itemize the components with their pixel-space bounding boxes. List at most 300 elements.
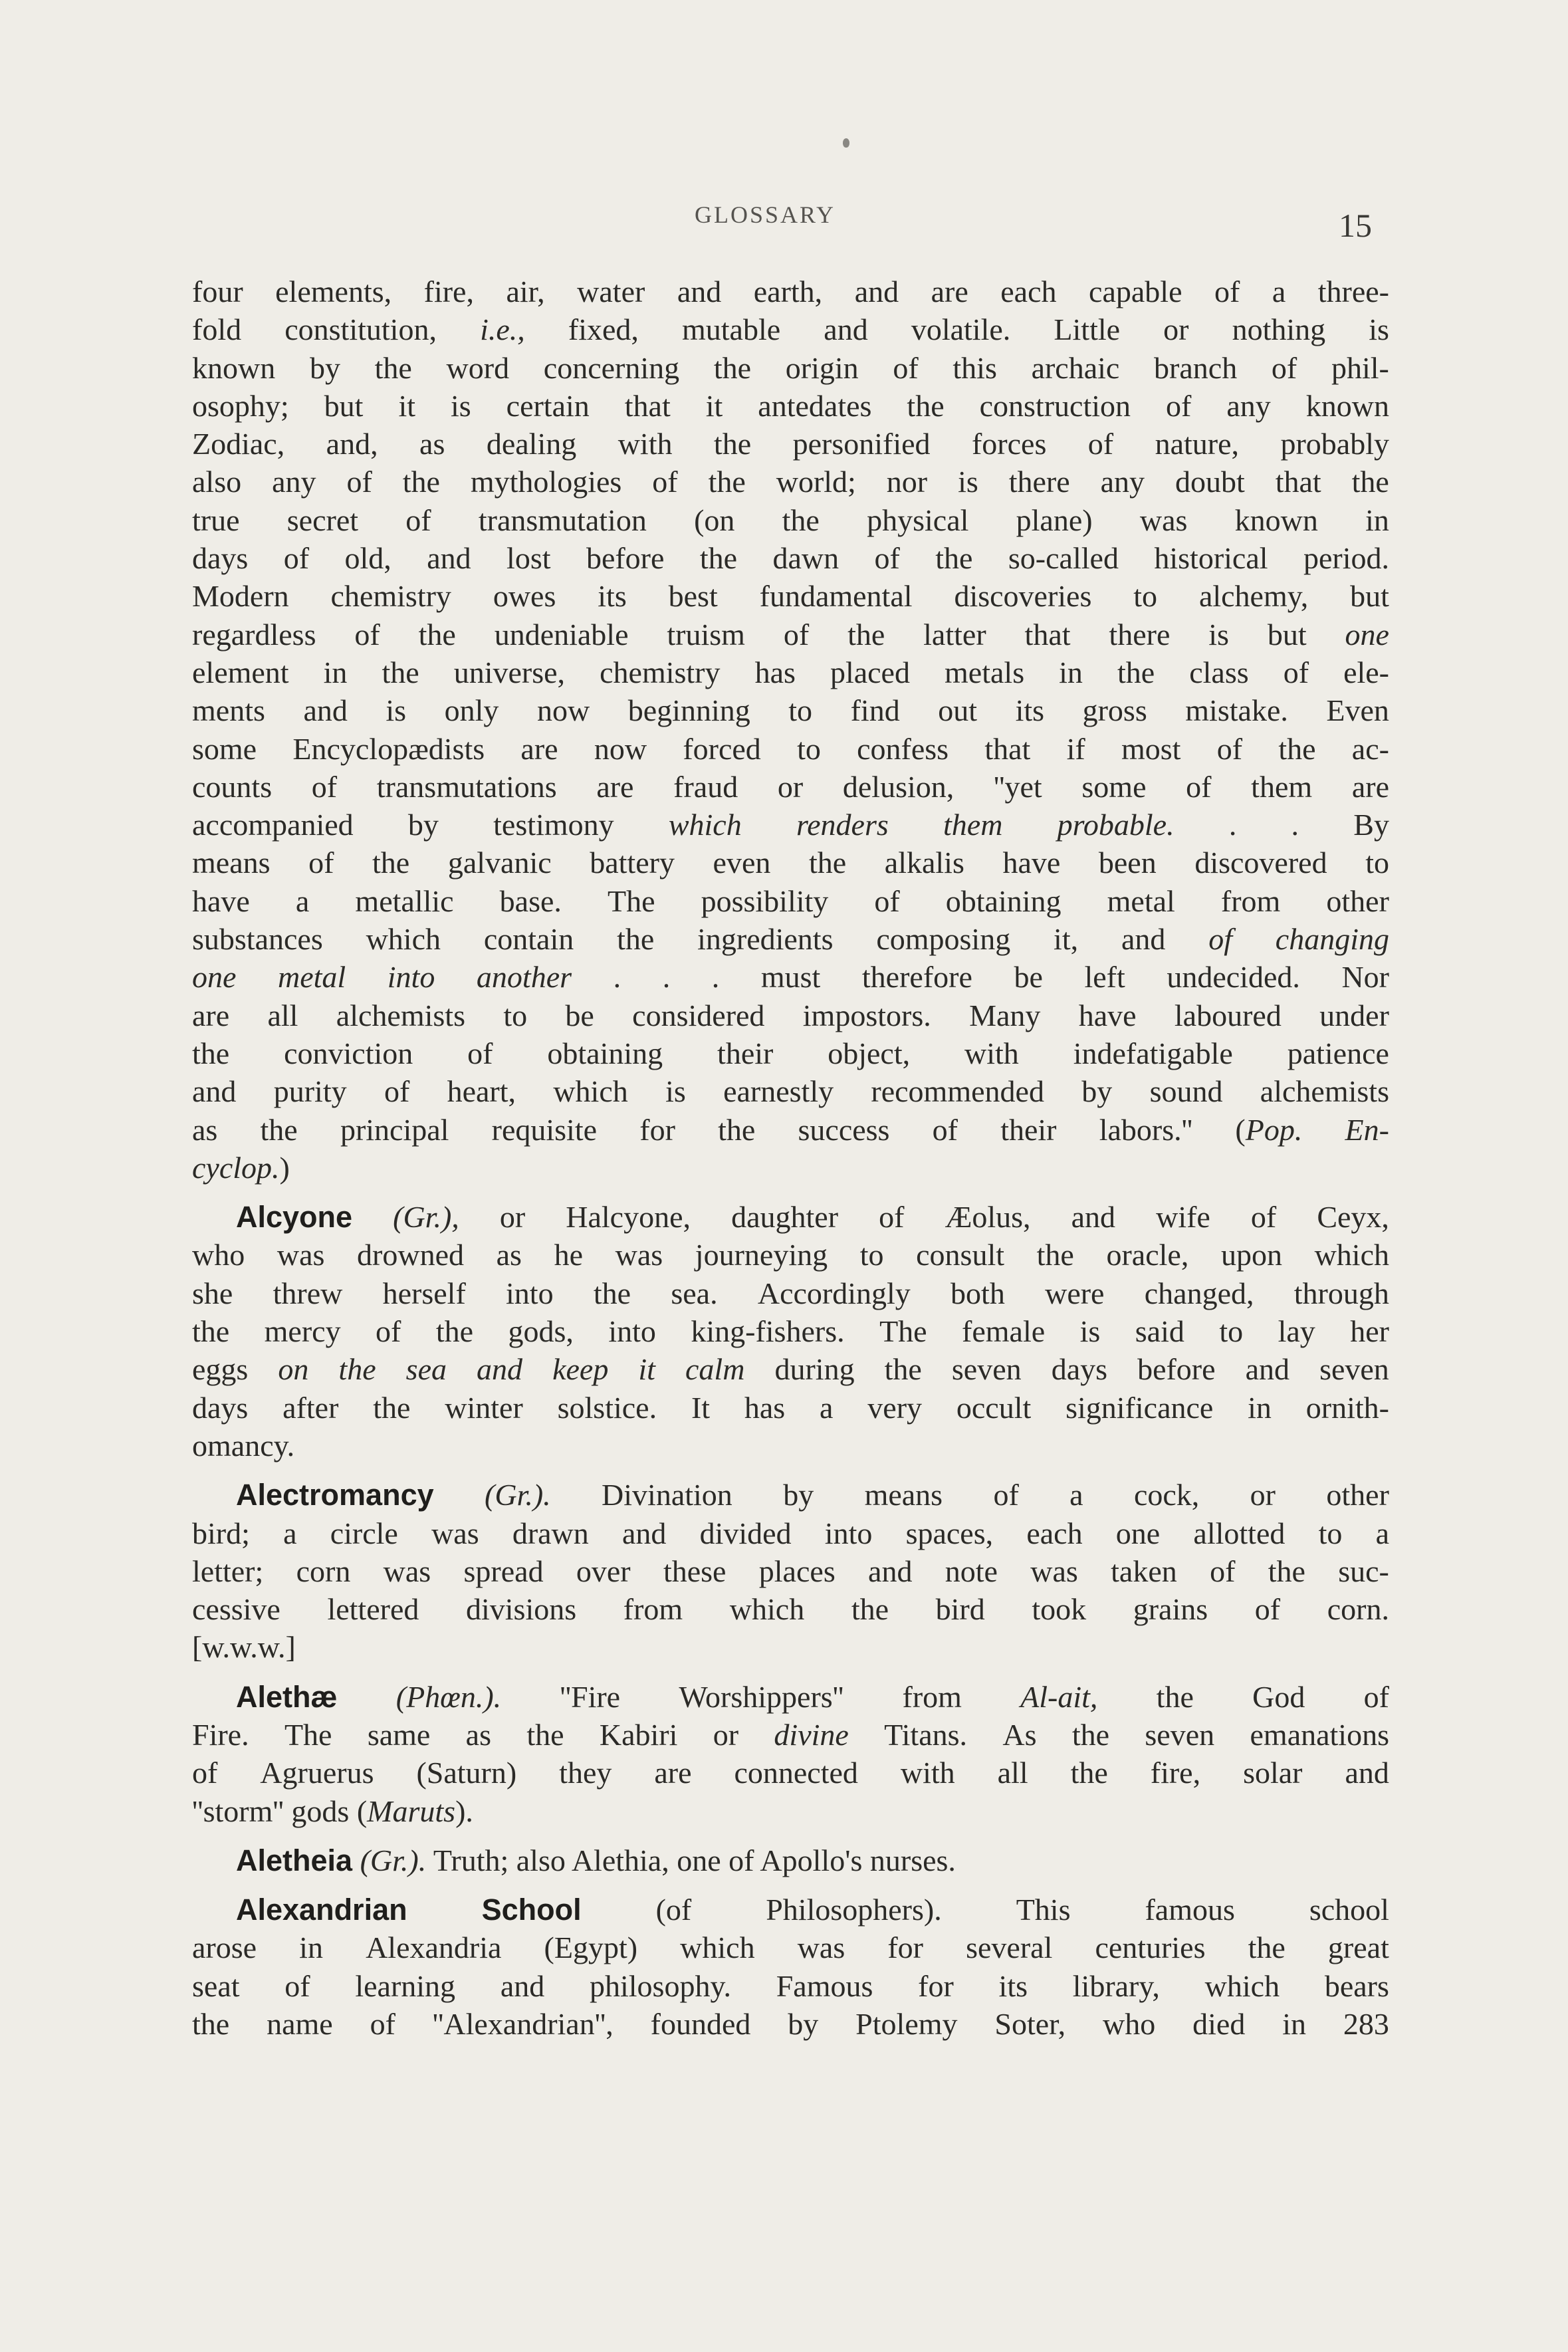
word: archaic: [1031, 350, 1120, 385]
word: and: [1071, 1200, 1116, 1235]
word: Even: [1326, 693, 1389, 728]
word: are: [1351, 769, 1389, 804]
word: daughter: [731, 1200, 839, 1235]
word: substances: [192, 922, 323, 957]
word: nor: [886, 465, 928, 499]
word: [482, 1891, 582, 1929]
word: even: [713, 846, 771, 880]
text-line: [192, 1514, 1389, 1552]
word: of: [1214, 275, 1240, 308]
word: is: [1369, 312, 1389, 347]
word: chemistry: [330, 579, 451, 614]
word: ''Alexandrian'',: [432, 2007, 614, 2042]
word: other: [1326, 883, 1389, 918]
word: are: [192, 998, 230, 1032]
word: Ptolemy: [855, 2007, 958, 2042]
text-line: [192, 691, 1389, 729]
text-line: cyclop.): [192, 1150, 290, 1185]
word: or: [713, 1717, 739, 1752]
word: to: [797, 731, 821, 766]
word: oracle,: [1106, 1238, 1189, 1272]
word: solstice.: [557, 1390, 657, 1425]
word: (Gr.).: [485, 1478, 551, 1512]
text-line: [192, 958, 1389, 996]
text-line: [192, 1072, 1389, 1110]
word: days: [192, 541, 249, 576]
word: of: [1363, 1679, 1389, 1714]
word: through: [1293, 1276, 1389, 1310]
word: air,: [506, 275, 545, 308]
word: recommended: [871, 1074, 1044, 1109]
word: therefore: [861, 960, 972, 995]
word: fire,: [1150, 1756, 1201, 1790]
headword: Alectromancy: [236, 1478, 434, 1512]
word: on: [278, 1352, 309, 1387]
word: Accordingly: [757, 1276, 911, 1310]
word: probably: [1280, 427, 1389, 461]
word: constitution,: [284, 312, 437, 347]
text-line: omancy.: [192, 1428, 295, 1463]
word: with: [900, 1756, 955, 1790]
word: he: [554, 1238, 583, 1272]
text-line: [192, 806, 1389, 844]
word: a: [1375, 1516, 1389, 1550]
word: of: [1166, 388, 1192, 423]
word: it,: [1054, 922, 1079, 957]
word: the: [192, 1314, 230, 1349]
headword: Alcyone: [236, 1200, 353, 1235]
word: nothing: [1232, 312, 1326, 347]
word: and: [477, 1352, 523, 1387]
word: latter: [923, 617, 986, 651]
text-line: [192, 539, 1389, 577]
word: emanations: [1250, 1717, 1389, 1752]
word: with: [964, 1036, 1019, 1070]
word: Titans.: [884, 1717, 968, 1752]
word: seven: [1145, 1717, 1215, 1752]
word: the: [713, 350, 752, 385]
word: was: [1139, 503, 1188, 537]
word: was: [383, 1554, 431, 1588]
word: or: [1163, 312, 1189, 347]
word: was: [615, 1238, 663, 1272]
text-line: [192, 1754, 1389, 1792]
word: there: [1008, 465, 1070, 499]
word: of: [1271, 350, 1297, 385]
word: a: [295, 883, 310, 918]
word: one: [1115, 1516, 1161, 1550]
word: which: [1314, 1238, 1389, 1272]
word: the: [851, 1592, 889, 1627]
word: are: [654, 1756, 692, 1790]
word: Zodiac,: [192, 427, 285, 461]
word: mythologies: [470, 465, 622, 499]
word: transmutations: [376, 769, 557, 804]
word: said: [1135, 1314, 1184, 1349]
word: Æolus,: [945, 1200, 1031, 1235]
word: It: [691, 1390, 711, 1425]
word: [236, 1476, 434, 1514]
word: to: [503, 998, 528, 1032]
word: (Egypt): [544, 1931, 638, 1965]
word: earth,: [753, 275, 823, 308]
word: been: [1098, 846, 1157, 880]
word: which: [553, 1074, 628, 1109]
word: obtaining: [945, 883, 1062, 918]
word: left: [1084, 960, 1125, 995]
word: both: [951, 1276, 1005, 1310]
text-line: [192, 920, 1389, 958]
word: the: [1248, 1931, 1286, 1965]
word: which: [680, 1931, 755, 1965]
word: that: [1024, 617, 1071, 651]
word: some: [192, 731, 257, 766]
word: by: [788, 2007, 819, 2042]
word: conviction: [284, 1036, 413, 1070]
text-line: [192, 2005, 1389, 2043]
word: considered: [632, 998, 765, 1032]
word: class: [1189, 655, 1249, 689]
word: testimony: [493, 808, 614, 842]
word: that: [624, 388, 671, 423]
running-title: GLOSSARY: [695, 201, 836, 228]
word: who: [1103, 2007, 1156, 2042]
word: success: [798, 1112, 890, 1147]
word: of: [354, 617, 380, 651]
word: owes: [493, 579, 556, 614]
word: ingredients: [697, 922, 834, 957]
word: female: [962, 1314, 1046, 1349]
word: element: [192, 655, 289, 689]
word: the: [435, 1314, 474, 1349]
word: the: [1036, 1238, 1074, 1272]
word: fixed,: [568, 312, 639, 347]
word: was: [277, 1238, 325, 1272]
word: purity: [273, 1074, 347, 1109]
word: of: [405, 503, 431, 537]
entry-alectromancy: [192, 1476, 1389, 1514]
word: into: [387, 960, 435, 995]
word: chemistry: [600, 655, 721, 689]
word: cock,: [1133, 1478, 1200, 1512]
word: gods,: [508, 1314, 574, 1349]
word: of: [1283, 655, 1309, 689]
word: this: [952, 350, 997, 385]
text-line: [192, 1716, 1389, 1754]
word: suc-: [1338, 1554, 1389, 1588]
text-line: [192, 349, 1389, 387]
word: confess: [857, 731, 949, 766]
word: the: [884, 1352, 922, 1387]
word: connected: [734, 1756, 858, 1790]
word: (Pop.: [1235, 1112, 1303, 1147]
word: out: [938, 693, 978, 728]
word: ornith-: [1305, 1390, 1389, 1425]
word: a: [1272, 275, 1286, 308]
word: .: [1228, 808, 1237, 842]
word: winter: [445, 1390, 523, 1425]
word: the: [1278, 731, 1316, 766]
word: The: [879, 1314, 927, 1349]
word: the: [374, 350, 412, 385]
word: the: [526, 1717, 564, 1752]
word: in: [323, 655, 348, 689]
word: and: [192, 1074, 237, 1109]
word: and,: [326, 427, 378, 461]
text-line: [192, 425, 1389, 463]
word: to: [1219, 1314, 1244, 1349]
word: renders: [796, 808, 889, 842]
word: have: [1002, 846, 1061, 880]
word: died: [1192, 2007, 1246, 2042]
word: now: [594, 731, 647, 766]
word: it: [398, 388, 415, 423]
word: of: [1186, 769, 1212, 804]
word: the: [1117, 655, 1155, 689]
word: Agruerus: [260, 1756, 374, 1790]
word: object,: [828, 1036, 911, 1070]
word: and: [500, 1968, 545, 2003]
word: are: [931, 275, 968, 308]
word: changing: [1275, 922, 1389, 957]
word: eggs: [192, 1352, 249, 1387]
word: fire,: [423, 275, 474, 308]
word: centuries: [1095, 1931, 1206, 1965]
text-line: [192, 1236, 1389, 1274]
word: same: [367, 1717, 431, 1752]
word: or: [499, 1200, 526, 1235]
word: Kabiri: [599, 1717, 678, 1752]
word: capable: [1089, 275, 1182, 308]
word: and: [868, 1554, 913, 1588]
word: she: [192, 1276, 233, 1310]
headword: Alethæ: [236, 1679, 338, 1714]
word: the: [192, 1036, 230, 1070]
word: i.e.,: [480, 312, 525, 347]
word: transmutation: [478, 503, 647, 537]
word: laboured: [1174, 998, 1282, 1032]
word: metallic: [355, 883, 454, 918]
word: is: [450, 388, 471, 423]
word: .: [1291, 808, 1299, 842]
word: of: [1208, 922, 1232, 957]
word: journeying: [695, 1238, 828, 1272]
word: but: [1267, 617, 1307, 651]
word: days: [1051, 1352, 1108, 1387]
word: any: [1226, 388, 1271, 423]
word: school: [1309, 1893, 1389, 1927]
word: Ceyx,: [1317, 1200, 1389, 1235]
word: seven: [951, 1352, 1022, 1387]
word: (Phœn.).: [395, 1679, 502, 1714]
word: concerning: [543, 350, 680, 385]
word: battery: [590, 846, 675, 880]
word: antedates: [758, 388, 872, 423]
word: alkalis: [884, 846, 964, 880]
word: of: [283, 541, 310, 576]
word: all: [267, 998, 298, 1032]
word: probable.: [1057, 808, 1175, 842]
word: days: [192, 1390, 249, 1425]
word: nature,: [1155, 427, 1240, 461]
text-line: [192, 310, 1389, 348]
word: them: [943, 808, 1003, 842]
word: of: [652, 465, 678, 499]
word: branch: [1154, 350, 1238, 385]
word: corn.: [1327, 1592, 1389, 1627]
word: bird;: [192, 1516, 250, 1550]
word: the: [935, 541, 973, 576]
text-line: [192, 273, 1389, 310]
word: into: [608, 1314, 656, 1349]
word: universe,: [453, 655, 566, 689]
word: As: [1002, 1717, 1037, 1752]
word: ments: [192, 693, 265, 728]
text-line: [192, 1350, 1389, 1388]
word: any: [272, 465, 316, 499]
word: corn: [296, 1554, 351, 1588]
word: before: [1137, 1352, 1216, 1387]
word: spaces,: [905, 1516, 994, 1550]
word: Philosophers).: [766, 1893, 942, 1927]
word: possibility: [701, 883, 829, 918]
word: of: [1254, 1592, 1281, 1627]
word: best: [668, 579, 718, 614]
word: of: [1087, 427, 1114, 461]
word: the: [402, 465, 440, 499]
word: before: [586, 541, 665, 576]
word: sea.: [671, 1276, 718, 1310]
word: and: [824, 312, 868, 347]
word: learning: [355, 1968, 456, 2003]
word: Halcyone,: [566, 1200, 691, 1235]
word: of: [879, 1200, 905, 1235]
word: The: [284, 1717, 332, 1752]
word: its: [998, 1968, 1028, 2003]
word: .: [613, 960, 621, 995]
word: of: [932, 1112, 958, 1147]
word: famous: [1145, 1893, 1235, 1927]
word: beginning: [627, 693, 750, 728]
word: are: [520, 731, 558, 766]
word: grains: [1133, 1592, 1208, 1627]
word: truism: [667, 617, 745, 651]
word: of: [376, 1314, 401, 1349]
word: 283: [1343, 2007, 1389, 2042]
word: note: [945, 1554, 998, 1588]
word: fold: [192, 312, 242, 347]
word: known: [1305, 388, 1389, 423]
word: the: [718, 1112, 756, 1147]
word: the: [1268, 1554, 1305, 1588]
word: her: [1350, 1314, 1389, 1349]
word: now: [536, 693, 590, 728]
word: as: [192, 1112, 218, 1147]
text-line: [192, 1111, 1389, 1149]
word: and: [854, 275, 899, 308]
word: in: [299, 1931, 323, 1965]
word: under: [1319, 998, 1389, 1032]
word: by: [407, 808, 439, 842]
word: as: [465, 1717, 491, 1752]
word: which: [729, 1592, 805, 1627]
word: metal: [278, 960, 346, 995]
word: which: [668, 808, 742, 842]
word: base.: [499, 883, 562, 918]
word: by: [783, 1478, 814, 1512]
word: if: [1066, 731, 1085, 766]
word: the: [1070, 1756, 1108, 1790]
word: placed: [830, 655, 910, 689]
word: cessive: [192, 1592, 280, 1627]
word: Famous: [776, 1968, 873, 2003]
word: of: [1210, 1554, 1236, 1588]
word: wife: [1156, 1200, 1210, 1235]
word: have: [1078, 998, 1137, 1032]
word: the: [382, 655, 419, 689]
word: and: [427, 541, 471, 576]
word: but: [1350, 579, 1389, 614]
word: personified: [792, 427, 931, 461]
entry-alethae: [192, 1678, 1389, 1716]
word: and: [621, 1516, 667, 1550]
word: the: [192, 2007, 230, 2042]
word: also: [192, 465, 242, 499]
word: alchemy,: [1198, 579, 1309, 614]
word: to: [1133, 579, 1158, 614]
word: are: [596, 769, 634, 804]
word: true: [192, 503, 240, 537]
word: [236, 1198, 352, 1236]
word: of: [311, 769, 338, 804]
word: known: [192, 350, 276, 385]
word: library,: [1072, 1968, 1160, 2003]
word: mutable: [682, 312, 781, 347]
text-line: [w.w.w.]: [192, 1630, 296, 1665]
text-line: [192, 1552, 1389, 1590]
word: metals: [945, 655, 1025, 689]
word: phil-: [1331, 350, 1389, 385]
word: En-: [1345, 1112, 1389, 1147]
text-line: [192, 463, 1389, 501]
word: after: [282, 1390, 339, 1425]
word: fundamental: [759, 579, 913, 614]
word: earnestly: [723, 1074, 834, 1109]
text-line: [192, 1274, 1389, 1312]
word: old,: [344, 541, 392, 576]
word: was: [431, 1516, 479, 1550]
word: founded: [650, 2007, 751, 2042]
word: herself: [382, 1276, 466, 1310]
word: the: [1351, 465, 1389, 499]
word: the: [713, 427, 752, 461]
word: of: [384, 1074, 410, 1109]
word: the: [418, 617, 456, 651]
word: find: [850, 693, 900, 728]
word: took: [1032, 1592, 1087, 1627]
word: drawn: [512, 1516, 589, 1550]
word: Modern: [192, 579, 289, 614]
text-line: [192, 997, 1389, 1034]
word: is: [1079, 1314, 1101, 1349]
word: one: [192, 960, 237, 995]
word: discovered: [1194, 846, 1327, 880]
text-line: [192, 616, 1389, 653]
word: ''Fire: [560, 1679, 621, 1714]
word: of: [874, 541, 900, 576]
word: seven: [1319, 1352, 1389, 1387]
word: any: [1100, 465, 1145, 499]
